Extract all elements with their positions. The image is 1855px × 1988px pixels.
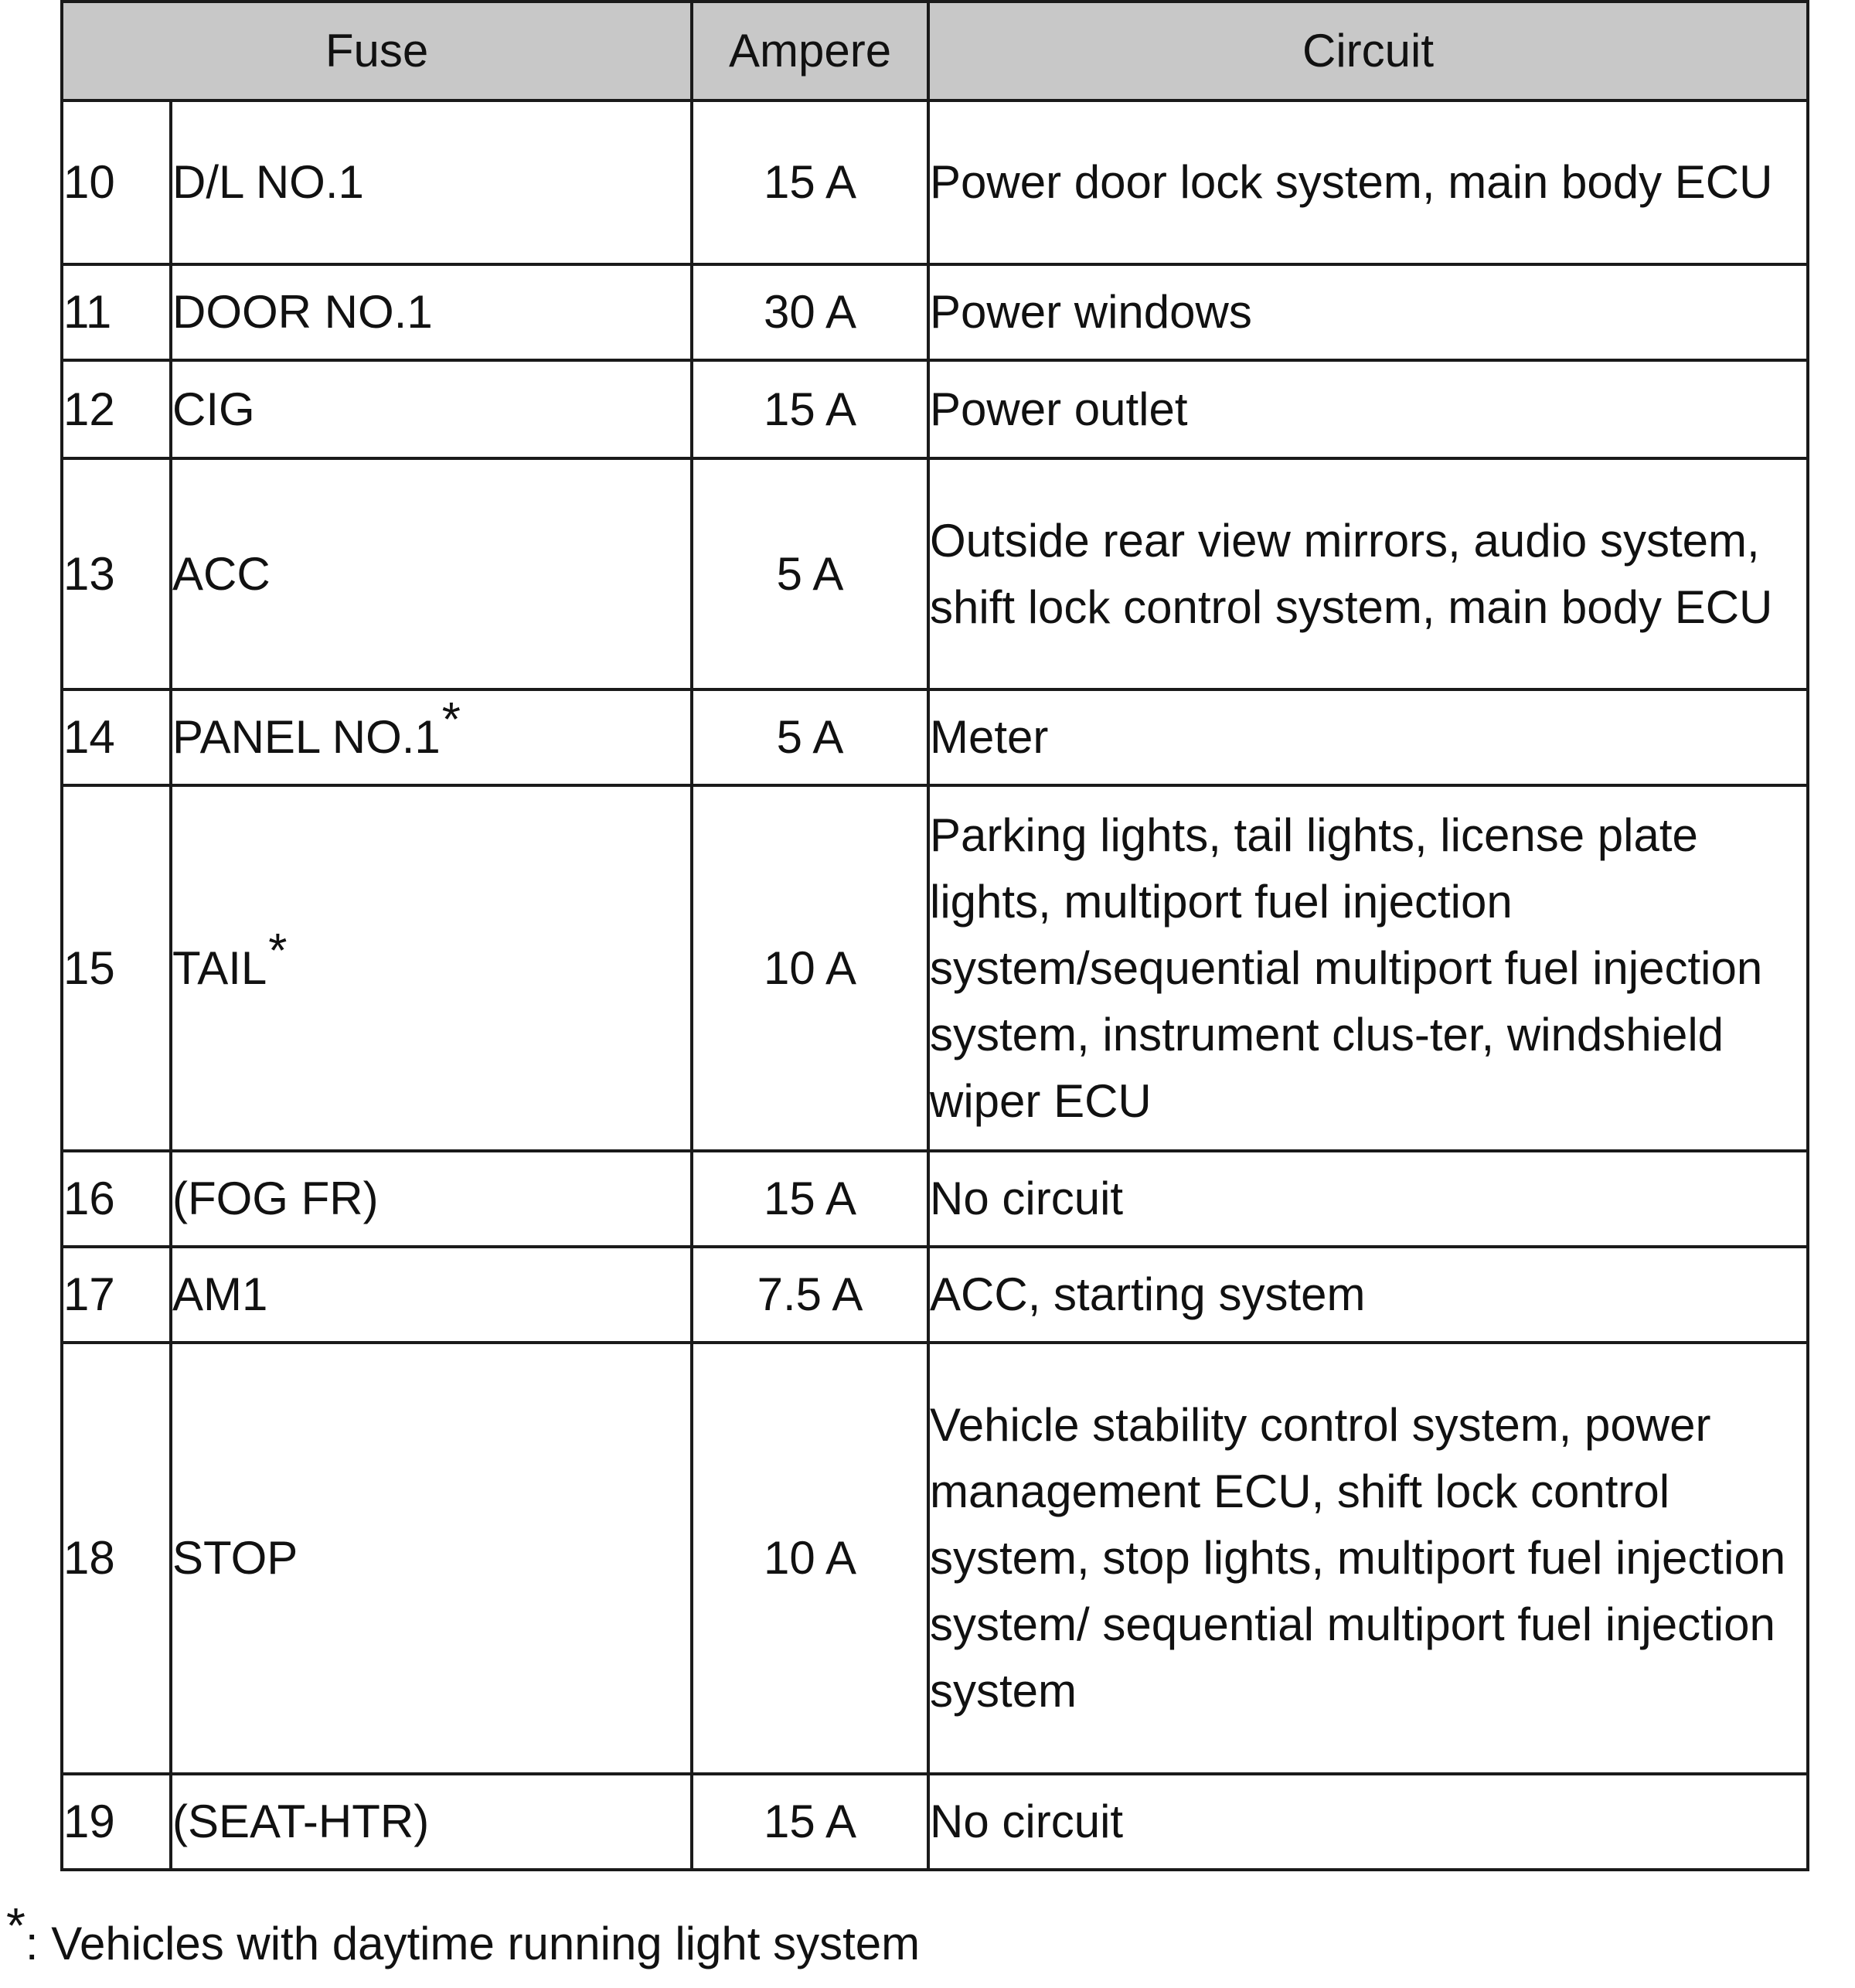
table-row [62, 1247, 1808, 1343]
fuse-ampere: 5 A [692, 689, 928, 785]
table-row [62, 1343, 1808, 1774]
fuse-ampere: 5 A [692, 458, 928, 689]
fuse-number: 11 [62, 264, 171, 360]
fuse-number: 15 [62, 785, 171, 1151]
fuse-number: 18 [62, 1343, 171, 1774]
fuse-circuit: Power windows [928, 264, 1808, 360]
fuse-circuit: Outside rear view mirrors, audio system, shift lock control system, main body ECU [928, 458, 1808, 689]
table-row [62, 458, 1808, 689]
fuse-circuit: Power outlet [928, 360, 1808, 458]
fuse-circuit: Vehicle stability control system, power management ECU, shift lock control system, stop lights, multiport fuel injection system/ sequential multiport fuel injection system [928, 1343, 1808, 1774]
fuse-number: 16 [62, 1151, 171, 1247]
table-row [62, 785, 1808, 1151]
fuse-name: (FOG FR) [172, 1173, 379, 1224]
fuse-ampere: 10 A [692, 785, 928, 1151]
fuse-name: DOOR NO.1 [172, 286, 433, 338]
footnote-text: : Vehicles with daytime running light system [25, 1918, 921, 1969]
header-fuse: Fuse [62, 2, 692, 100]
fuse-number: 13 [62, 458, 171, 689]
fuse-name-cell [171, 264, 692, 360]
header-circuit: Circuit [928, 2, 1808, 100]
fuse-ampere: 10 A [692, 1343, 928, 1774]
table-row [62, 360, 1808, 458]
fuse-circuit: Meter [928, 689, 1808, 785]
fuse-number: 12 [62, 360, 171, 458]
fuse-name: D/L NO.1 [172, 156, 364, 208]
fuse-number: 19 [62, 1774, 171, 1870]
fuse-ampere: 15 A [692, 360, 928, 458]
fuse-name: TAIL [172, 941, 267, 994]
fuse-ampere: 15 A [692, 1151, 928, 1247]
fuse-number: 10 [62, 100, 171, 264]
fuse-name-cell [171, 458, 692, 689]
footnote [6, 1898, 921, 1977]
asterisk-marker: * [441, 693, 461, 747]
fuse-ampere: 15 A [692, 1774, 928, 1870]
fuse-name: PANEL NO.1 [172, 711, 441, 763]
fuse-name: STOP [172, 1532, 298, 1584]
fuse-circuit: Power door lock system, main body ECU [928, 100, 1808, 264]
fuse-name-cell [171, 1343, 692, 1774]
table-row [62, 1151, 1808, 1247]
table-row [62, 100, 1808, 264]
fuse-number: 17 [62, 1247, 171, 1343]
fuse-name-cell [171, 1247, 692, 1343]
table-row [62, 264, 1808, 360]
fuse-name-cell [171, 785, 692, 1151]
fuse-name: (SEAT-HTR) [172, 1796, 430, 1847]
fuse-number: 14 [62, 689, 171, 785]
fuse-circuit: ACC, starting system [928, 1247, 1808, 1343]
fuse-name-cell [171, 1774, 692, 1870]
table-header-row [62, 2, 1808, 100]
fuse-circuit: No circuit [928, 1774, 1808, 1870]
header-ampere: Ampere [692, 2, 928, 100]
fuse-name-cell [171, 360, 692, 458]
fuse-table [60, 0, 1809, 1871]
fuse-circuit: No circuit [928, 1151, 1808, 1247]
footnote-asterisk: * [6, 1898, 26, 1953]
fuse-name: AM1 [172, 1268, 268, 1320]
fuse-name-cell [171, 100, 692, 264]
fuse-ampere: 30 A [692, 264, 928, 360]
fuse-name: ACC [172, 547, 271, 600]
table-row [62, 1774, 1808, 1870]
asterisk-marker: * [268, 924, 288, 978]
fuse-circuit: Parking lights, tail lights, license plate lights, multiport fuel injection system/sequential multiport fuel injection system, instrument clus-ter, windshield wiper ECU [928, 785, 1808, 1151]
fuse-ampere: 7.5 A [692, 1247, 928, 1343]
fuse-name: CIG [172, 383, 255, 435]
fuse-name-cell [171, 689, 692, 785]
fuse-name-cell [171, 1151, 692, 1247]
table-row [62, 689, 1808, 785]
fuse-ampere: 15 A [692, 100, 928, 264]
